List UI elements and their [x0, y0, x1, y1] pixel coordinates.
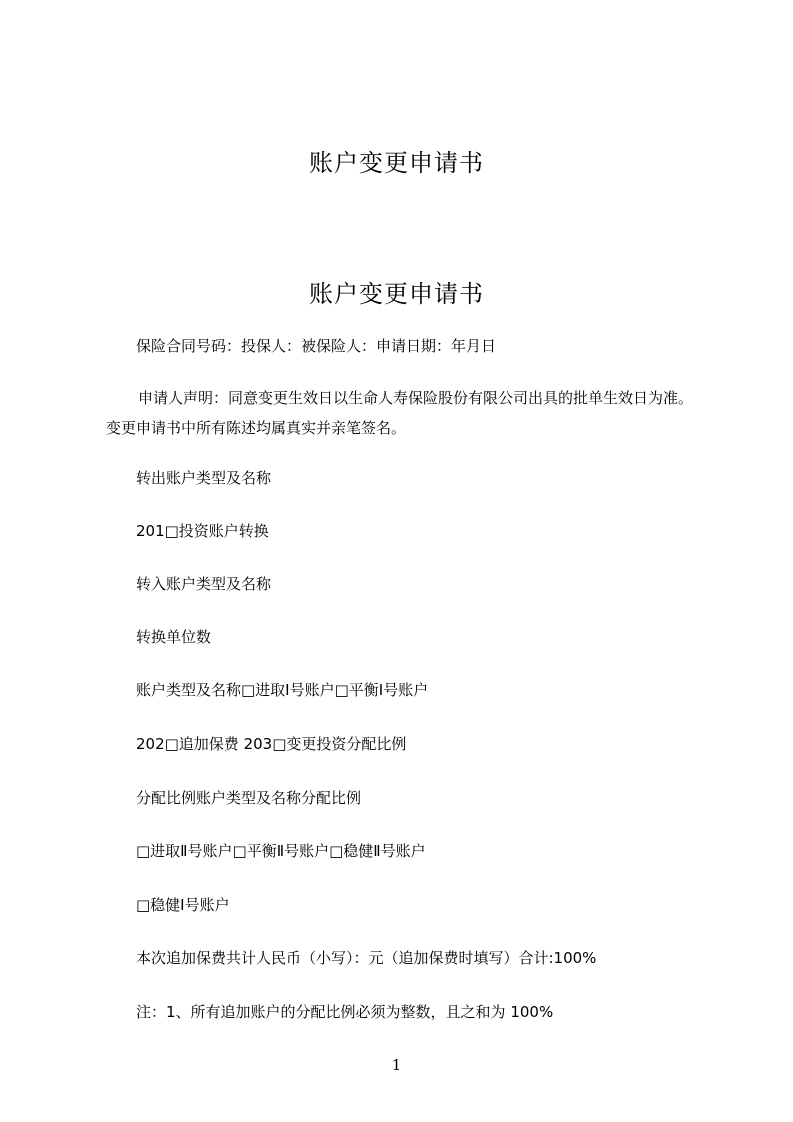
- allocation-ratio-header: 分配比例账户类型及名称分配比例: [136, 789, 362, 807]
- transfer-in-account-label: 转入账户类型及名称: [136, 575, 272, 593]
- transfer-units-label: 转换单位数: [136, 628, 212, 646]
- page-number: 1: [391, 1056, 402, 1074]
- additional-premium-total-line: 本次追加保费共计人民币（小写）：元（追加保费时填写）合计:100%: [136, 949, 597, 967]
- investment-account-transfer-option: 201□投资账户转换: [136, 522, 269, 540]
- note-line: 注：1、所有追加账户的分配比例必须为整数，且之和为 100%: [136, 1003, 554, 1021]
- contract-info-line: 保险合同号码：投保人：被保险人：申请日期：年月日: [136, 337, 497, 355]
- premium-and-allocation-options: 202□追加保费 203□变更投资分配比例: [136, 735, 407, 753]
- document-title: 账户变更申请书: [309, 280, 484, 308]
- account-type-options-group-1: 账户类型及名称□进取Ⅰ号账户□平衡Ⅰ号账户: [136, 681, 429, 699]
- transfer-out-account-label: 转出账户类型及名称: [136, 469, 272, 487]
- document-header-title: 账户变更申请书: [309, 149, 484, 177]
- account-type-options-group-2: □进取Ⅱ号账户□平衡Ⅱ号账户□稳健Ⅱ号账户: [136, 842, 426, 860]
- account-type-options-group-3: □稳健Ⅰ号账户: [136, 896, 230, 914]
- applicant-declaration: 申请人声明：同意变更生效日以生命人寿保险股份有限公司出具的批单生效日为准。变更申请书中所有陈述均属真实并亲笔签名。: [106, 389, 694, 437]
